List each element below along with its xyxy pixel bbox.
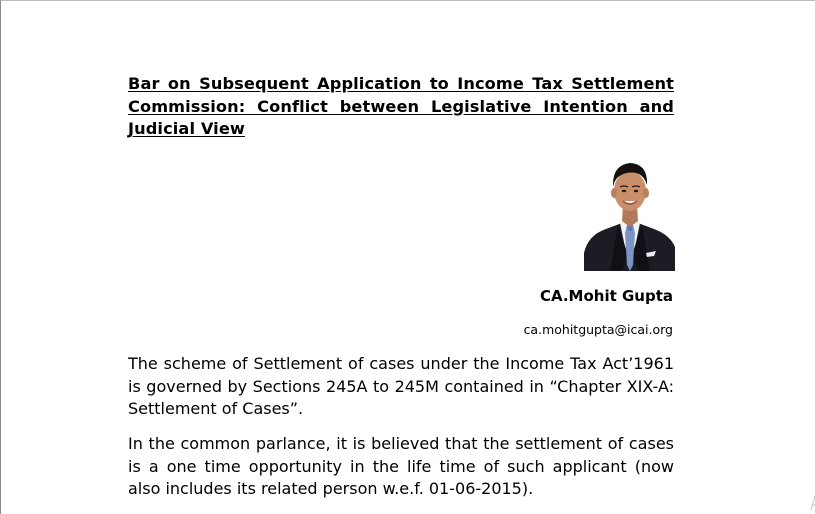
article-title: Bar on Subsequent Application to Income Tax Settlement Commission: Conflict between Legislative Intention and Judicial View: [128, 74, 674, 138]
paragraph: In the common parlance, it is believed that the settlement of cases is a one time opportunity in the life time of such applicant (now also includes its related person w.e.f. 01-06-2015).: [128, 434, 674, 498]
author-email: ca.mohitgupta@icai.org: [523, 322, 673, 337]
author-name: CA.Mohit Gupta: [539, 287, 673, 305]
paragraph: The scheme of Settlement of cases under the Income Tax Act’1961 is governed by Sections 245A to 245M contained in “Chapter XIX-A: Settlement of Cases”.: [128, 354, 674, 418]
author-photo: [584, 155, 675, 271]
scroll-indicator: [807, 494, 815, 512]
